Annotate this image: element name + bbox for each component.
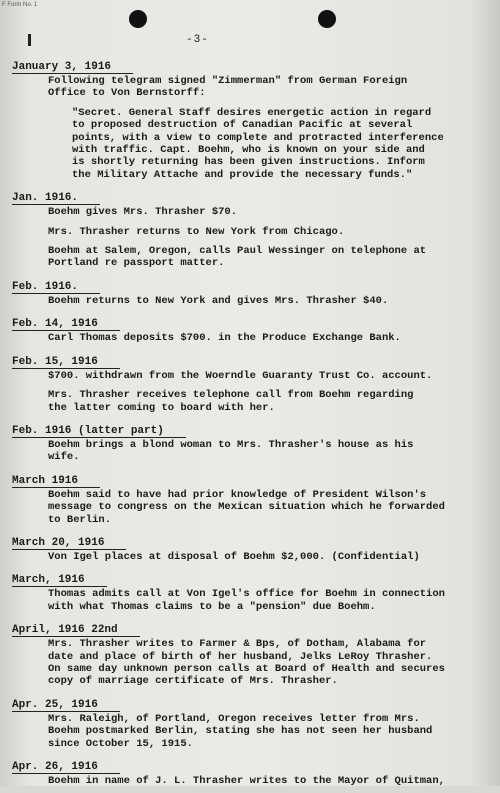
entry-text-line: the Military Attache and provide the necessary funds." — [72, 168, 413, 181]
entry-text-line: the latter coming to board with her. — [48, 401, 275, 414]
entry-date: Apr. 25, 1916 — [12, 699, 120, 712]
paragraph-gap — [12, 238, 496, 245]
entry-date: March, 1916 — [12, 574, 107, 587]
entry-text-line: to Berlin. — [48, 513, 112, 526]
chronology-entry — [12, 313, 496, 344]
entry-text-line: $700. withdrawn from the Woerndle Guaranty Trust Co. account. — [48, 369, 433, 382]
punch-hole-left — [129, 10, 147, 28]
entry-date: Feb. 1916 (latter part) — [12, 425, 186, 438]
entry-text-line: Boehm in name of J. L. Thrasher writes to the Mayor of Quitman, — [48, 775, 445, 787]
paragraph-gap — [12, 100, 496, 107]
chronology-entry — [12, 756, 496, 787]
paragraph-gap — [12, 382, 496, 389]
chronology-entry — [12, 569, 496, 613]
chronology-entry — [12, 351, 496, 414]
entry-text-line: is shortly returning has been given instructions. Inform — [72, 156, 425, 169]
entry-date: March 1916 — [12, 475, 100, 488]
entry-text-line: Mrs. Raleigh, of Portland, Oregon receives letter from Mrs. — [48, 712, 420, 725]
chronology-entries — [12, 56, 496, 793]
entry-text-line: Boehm postmarked Berlin, stating she has not seen her husband — [48, 725, 433, 738]
entry-text-line: Boehm said to have had prior knowledge of President Wilson's — [48, 488, 427, 501]
entry-text-line: Portland re passport matter. — [48, 257, 225, 270]
entry-text-line: date and place of birth of her husband, Jelks LeRoy Thrasher. — [48, 650, 433, 663]
entry-text-line: since October 15, 1915. — [48, 737, 193, 750]
chronology-entry — [12, 619, 496, 688]
entry-date: March 20, 1916 — [12, 537, 126, 550]
entry-date: Feb. 1916. — [12, 281, 100, 294]
entry-text-line: with what Thomas claims to be a "pension" due Boehm. — [48, 600, 376, 613]
form-number: F Form No. 1 — [2, 2, 38, 8]
entry-date: April, 1916 22nd — [12, 624, 140, 637]
entry-text-line: Boehm returns to New York and gives Mrs. Thrasher $40. — [48, 294, 389, 307]
entry-text-line: "Secret. General Staff desires energetic action in regard — [72, 106, 432, 119]
entry-text-line: Von Igel places at disposal of Boehm $2,000. (Confidential) — [48, 550, 420, 563]
chronology-entry — [12, 187, 496, 270]
entry-text-line: to proposed destruction of Canadian Pacific at several — [72, 119, 413, 132]
paragraph-gap — [12, 219, 496, 226]
entry-text-line: wife. — [48, 451, 80, 464]
chronology-entry — [12, 56, 496, 181]
entry-date: January 3, 1916 — [12, 61, 133, 74]
entry-text-line: copy of marriage certificate of Mrs. Thrasher. — [48, 675, 338, 688]
entry-text-line: message to congress on the Mexican situation which he forwarded — [48, 501, 445, 514]
entry-text-line: Boehm brings a blond woman to Mrs. Thrasher's house as his — [48, 438, 414, 451]
page-number: -3- — [186, 34, 209, 46]
entry-text-line: with traffic. Capt. Boehm, who is known on your side and — [72, 144, 425, 157]
entry-text-line: On same day unknown person calls at Board of Health and secures — [48, 662, 445, 675]
entry-text-line: Carl Thomas deposits $700. in the Produce Exchange Bank. — [48, 332, 401, 345]
entry-text-line: Office to Von Bernstorff: — [48, 87, 206, 100]
punch-hole-right — [318, 10, 336, 28]
entry-text-line: Thomas admits call at Von Igel's office for Boehm in connection — [48, 588, 445, 601]
margin-mark — [28, 34, 31, 46]
chronology-entry — [12, 420, 496, 464]
chronology-entry — [12, 470, 496, 526]
entry-text-line: Boehm gives Mrs. Thrasher $70. — [48, 206, 238, 219]
entry-date: Feb. 14, 1916 — [12, 318, 120, 331]
entry-date: Apr. 26, 1916 — [12, 761, 120, 774]
entry-text-line: points, with a view to complete and protracted interference — [72, 131, 444, 144]
entry-text-line: Boehm at Salem, Oregon, calls Paul Wessinger on telephone at — [48, 245, 427, 258]
entry-text-line: Following telegram signed "Zimmerman" from German Foreign — [48, 75, 408, 87]
entry-date: Jan. 1916. — [12, 192, 100, 205]
chronology-entry — [12, 694, 496, 750]
chronology-entry — [12, 276, 496, 307]
entry-text-line: Mrs. Thrasher returns to New York from Chicago. — [48, 225, 345, 238]
entry-date: Feb. 15, 1916 — [12, 356, 120, 369]
entry-text-line: Mrs. Thrasher writes to Farmer & Bps, of Dotham, Alabama for — [48, 638, 427, 651]
chronology-entry — [12, 532, 496, 563]
entry-text-line: Mrs. Thrasher receives telephone call from Boehm regarding — [48, 389, 414, 402]
